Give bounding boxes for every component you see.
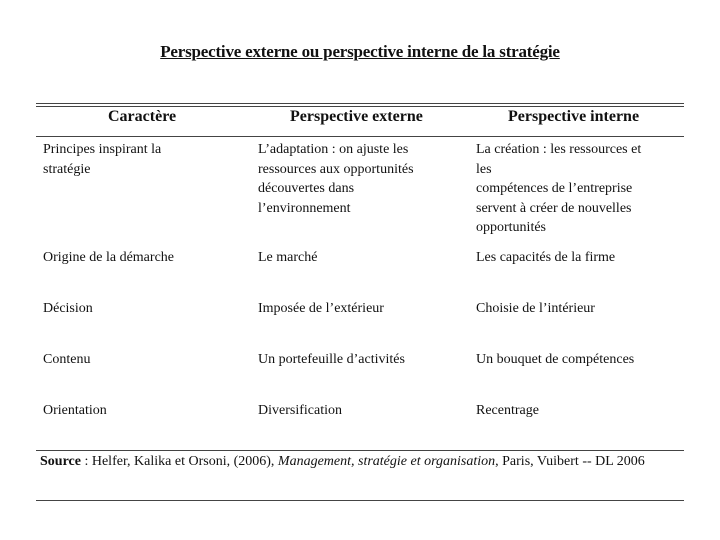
- cell-line: les: [476, 161, 492, 177]
- source-authors: : Helfer, Kalika et Orsoni, (2006),: [80, 454, 278, 469]
- cell-line: La création : les ressources et: [476, 142, 642, 157]
- row-orientation-interne: Recentrage: [476, 403, 539, 418]
- page-title: Perspective externe ou perspective interne de la stratégie: [160, 42, 560, 61]
- row-contenu-interne: Un bouquet de compétences: [476, 352, 635, 367]
- row-principes-interne: [476, 140, 681, 238]
- row-principes-caractere: [43, 140, 248, 179]
- row-origine-caractere: Origine de la démarche: [43, 250, 174, 265]
- cell-line: servent à créer de nouvelles: [476, 200, 632, 216]
- row-decision-interne: Choisie de l’intérieur: [476, 301, 595, 316]
- cell-line: opportunités: [476, 220, 546, 235]
- cell-line: l’environnement: [258, 200, 351, 216]
- footer-rule: [36, 500, 684, 501]
- row-origine-externe: Le marché: [258, 250, 318, 265]
- row-principes-externe: [258, 140, 463, 218]
- cell-line: découvertes dans: [258, 181, 355, 196]
- table-top-rule-2: [36, 106, 684, 107]
- cell-line: Principes inspirant la: [43, 142, 162, 157]
- header-rule: [36, 136, 684, 137]
- cell-line: L’adaptation : on ajuste les: [258, 142, 409, 157]
- row-decision-caractere: Décision: [43, 301, 93, 316]
- header-perspective-interne: Perspective interne: [508, 108, 640, 125]
- source-publisher: , Paris, Vuibert -- DL 2006: [495, 454, 645, 469]
- row-decision-externe: Imposée de l’extérieur: [258, 301, 384, 316]
- cell-line: compétences de l’entreprise: [476, 181, 633, 196]
- cell-line: ressources aux opportunités: [258, 161, 414, 177]
- table-bottom-rule: [36, 450, 684, 451]
- cell-line: stratégie: [43, 161, 91, 177]
- row-orientation-externe: Diversification: [258, 403, 342, 418]
- header-caractere: Caractère: [108, 108, 177, 125]
- row-contenu-externe: Un portefeuille d’activités: [258, 352, 405, 367]
- header-perspective-externe: Perspective externe: [290, 108, 423, 125]
- row-contenu-caractere: Contenu: [43, 352, 91, 367]
- source-note: [40, 454, 645, 470]
- row-orientation-caractere: Orientation: [43, 403, 107, 418]
- source-work: Management, stratégie et organisation: [277, 454, 496, 469]
- row-origine-interne: Les capacités de la firme: [476, 250, 616, 265]
- table-top-rule: [36, 103, 684, 104]
- source-label: Source: [40, 454, 81, 469]
